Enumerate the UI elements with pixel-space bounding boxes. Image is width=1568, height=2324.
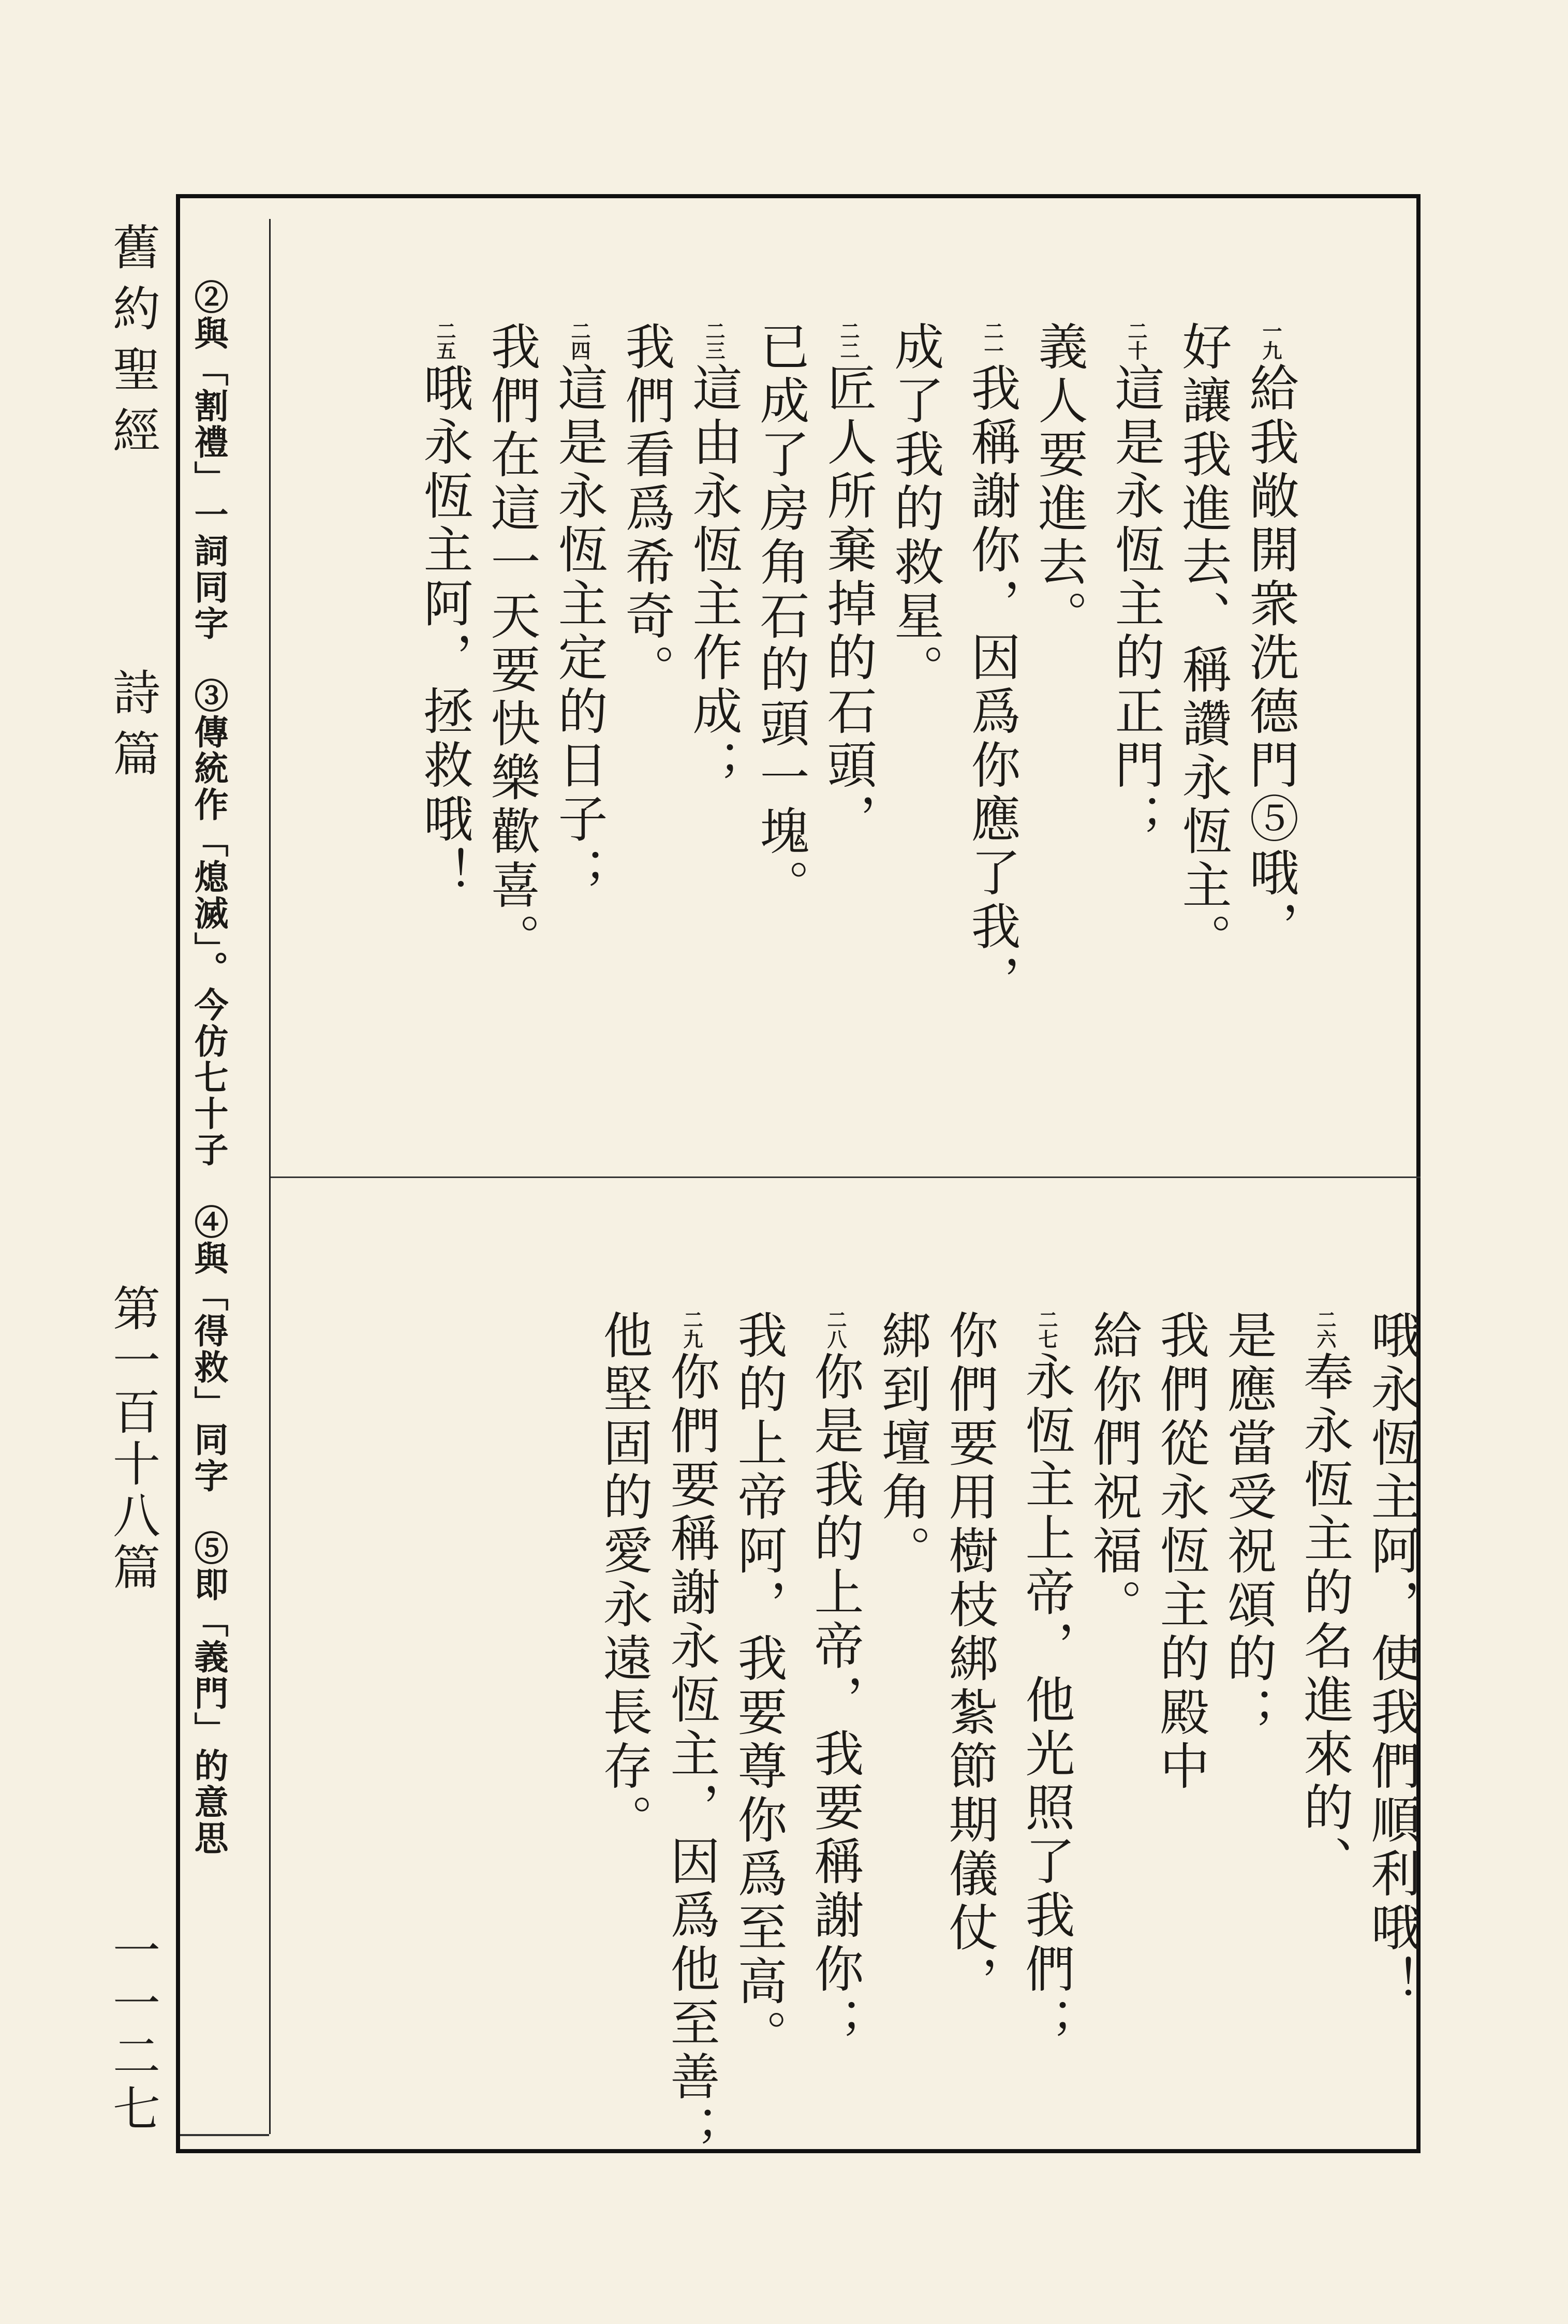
verse-line: 好讓我進去、稱讚永恆主。 (1174, 321, 1232, 967)
section-title: 詩篇 (105, 668, 160, 790)
verse-line: 給你們祝福。 (1085, 1310, 1143, 1632)
lower-verse-block (308, 1310, 1426, 2158)
verse-line: 我們看爲希奇。 (617, 321, 675, 698)
verse-line: 二四這是永恆主定的日子； (550, 321, 608, 901)
footnotes: ②與「割禮」一詞同字 ③傳統作「熄滅」。今仿七十子 ④與「得救」同字 ⑤即「義門」的意思 (188, 280, 229, 1857)
verse-line: 二五哦永恆主阿，拯救哦！ (416, 321, 474, 901)
verse-line: 二九你們要稱謝永恆主，因爲他至善； (662, 1310, 720, 2158)
verse-line: 我們從永恆主的殿中 (1152, 1310, 1210, 1794)
upper-verse-block (269, 321, 1304, 1008)
verse-line: 二一我稱謝你，因爲你應了我， (963, 321, 1021, 1008)
page-number: 一一二七 (105, 1925, 160, 2137)
verse-line: 二十這是永恆主的正門； (1107, 321, 1165, 847)
verse-line: 是應當受祝頌的； (1219, 1310, 1277, 1740)
verse-line: 我的上帝阿，我要尊你爲至高。 (730, 1310, 788, 2063)
verse-number: 二一 (981, 321, 1004, 360)
verse-line: 我們在這一天要快樂歡喜。 (483, 321, 541, 967)
verse-number: 二七 (1035, 1310, 1058, 1349)
verse-number: 二九 (680, 1310, 703, 1349)
verse-line: 已成了房角石的頭一塊。 (752, 321, 810, 913)
verse-number: 二三 (702, 321, 726, 360)
horizontal-divider (271, 1176, 1421, 1178)
footnote-bottom-rule (180, 2134, 269, 2136)
verse-number: 二五 (433, 321, 456, 360)
verse-line: 二二匠人所棄掉的石頭， (819, 321, 877, 847)
book-title: 舊約聖經 (105, 223, 160, 467)
verse-number: 一九 (1259, 321, 1282, 360)
verse-number: 二八 (824, 1310, 847, 1349)
verse-line: 綁到壇角。 (874, 1310, 931, 1579)
verse-line: 義人要進去。 (1030, 321, 1088, 644)
verse-line: 二六奉永恆主的名進來的、 (1296, 1310, 1354, 1889)
verse-line: 二七永恆主上帝，他光照了我們； (1017, 1310, 1075, 2051)
verse-number: 二十 (1125, 321, 1148, 360)
chapter-title: 第一百十八篇 (105, 1284, 160, 1594)
verse-line: 你們要用樹枝綁紮節期儀仗， (941, 1310, 999, 2009)
verse-line: 二三這由永恆主作成； (685, 321, 743, 793)
verse-line: 哦永恆主阿，使我們順利哦！ (1363, 1310, 1421, 2009)
verse-number: 二四 (568, 321, 591, 360)
verse-number: 二六 (1313, 1310, 1337, 1349)
verse-line: 成了我的救星。 (886, 321, 944, 698)
verse-line: 他堅固的愛永遠長存。 (595, 1310, 653, 1848)
verse-number: 二二 (837, 321, 860, 360)
verse-line: 一九給我敞開衆洗德門⑤哦， (1241, 321, 1299, 954)
verse-line: 二八你是我的上帝，我要稱謝你； (806, 1310, 864, 2051)
